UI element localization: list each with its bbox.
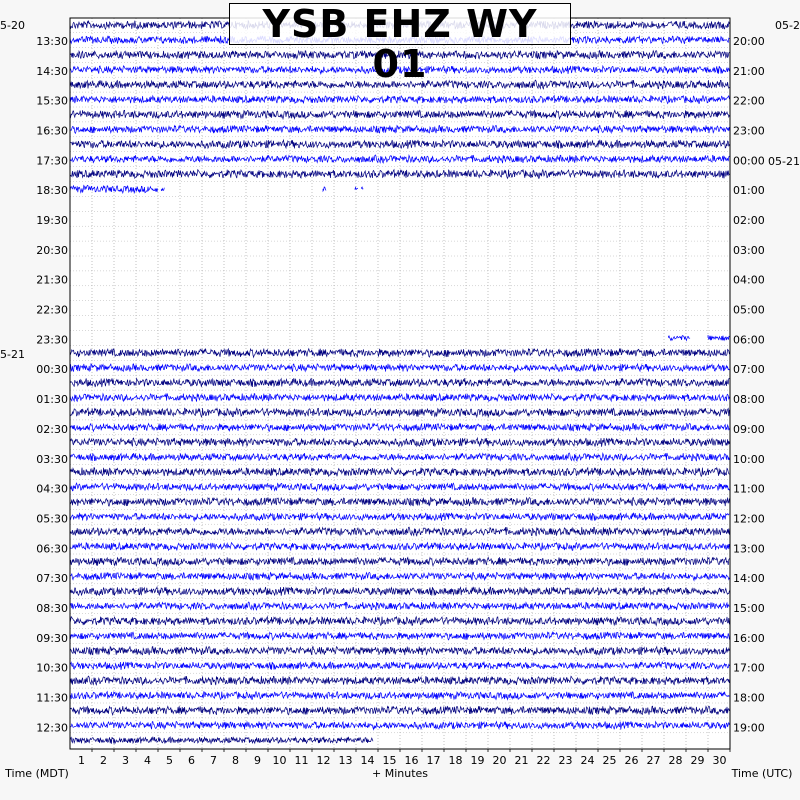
x-tick-label: 21 bbox=[514, 754, 529, 767]
x-tick-label: 24 bbox=[580, 754, 595, 767]
left-tick-label: 23:30 bbox=[36, 333, 68, 347]
x-tick-label: 13 bbox=[338, 754, 353, 767]
right-tick-label: 03:00 bbox=[733, 243, 765, 257]
right-tick-label: 04:00 bbox=[733, 273, 765, 287]
right-tick-label: 08:00 bbox=[733, 393, 765, 407]
right-tick-label: 10:00 bbox=[733, 452, 765, 466]
left-tick-label: 21:30 bbox=[36, 273, 68, 287]
x-tick-label: 2 bbox=[100, 754, 107, 767]
right-axis-label: Time (UTC) bbox=[731, 767, 793, 780]
x-tick-label: 12 bbox=[316, 754, 331, 767]
right-tick-label: 02:00 bbox=[733, 214, 765, 228]
right-tick-label: 23:00 bbox=[733, 124, 765, 138]
left-tick-label: 20:30 bbox=[36, 243, 68, 257]
x-tick-label: 7 bbox=[210, 754, 217, 767]
left-tick-label: 05:30 bbox=[36, 512, 68, 526]
x-tick-label: 28 bbox=[668, 754, 683, 767]
left-tick-label: 00:30 bbox=[36, 363, 68, 377]
left-tick-label: 18:30 bbox=[36, 184, 68, 198]
right-tick-label: 11:00 bbox=[733, 482, 765, 496]
x-tick-label: 19 bbox=[470, 754, 485, 767]
x-tick-label: 26 bbox=[624, 754, 639, 767]
right-tick-label: 07:00 bbox=[733, 363, 765, 377]
right-tick-label: 01:00 bbox=[733, 184, 765, 198]
x-tick-label: 27 bbox=[646, 754, 661, 767]
left-tick-label: 04:30 bbox=[36, 482, 68, 496]
right-tick-label: 12:00 bbox=[733, 512, 765, 526]
left-tick-label: 09:30 bbox=[36, 631, 68, 645]
right-tick-label: 09:00 bbox=[733, 422, 765, 436]
left-tick-label: 06:30 bbox=[36, 542, 68, 556]
x-tick-label: 6 bbox=[188, 754, 195, 767]
left-tick-label: 03:30 bbox=[36, 452, 68, 466]
left-tick-label: 17:30 bbox=[36, 154, 68, 168]
right-tick-label: 13:00 bbox=[733, 542, 765, 556]
left-axis-label: Time (MDT) bbox=[5, 767, 69, 780]
left-tick-label: 16:30 bbox=[36, 124, 68, 138]
right-tick-label: 22:00 bbox=[733, 94, 765, 108]
x-tick-label: 14 bbox=[360, 754, 375, 767]
left-tick-label: 08:30 bbox=[36, 601, 68, 615]
x-tick-label: 15 bbox=[382, 754, 397, 767]
x-tick-label: 18 bbox=[448, 754, 463, 767]
x-tick-label: 5 bbox=[166, 754, 173, 767]
left-tick-label: 13:30 bbox=[36, 35, 68, 48]
left-tick-label: 02:30 bbox=[36, 422, 68, 436]
right-tick-label: 17:00 bbox=[733, 661, 765, 675]
x-tick-label: 22 bbox=[536, 754, 551, 767]
x-tick-label: 29 bbox=[690, 754, 705, 767]
date-label: 5-21 bbox=[0, 348, 25, 361]
left-tick-label: 14:30 bbox=[36, 64, 68, 78]
x-tick-label: 30 bbox=[712, 754, 727, 767]
date-label: 5-20 bbox=[0, 19, 25, 32]
right-tick-label: 06:00 bbox=[733, 333, 765, 347]
x-tick-label: 9 bbox=[254, 754, 261, 767]
left-tick-label: 12:30 bbox=[36, 721, 68, 735]
x-tick-label: 11 bbox=[294, 754, 309, 767]
x-tick-label: 20 bbox=[492, 754, 507, 767]
x-tick-label: 23 bbox=[558, 754, 573, 767]
left-tick-label: 19:30 bbox=[36, 214, 68, 228]
left-tick-label: 07:30 bbox=[36, 572, 68, 586]
x-tick-label: 4 bbox=[144, 754, 151, 767]
date-label: 05-2 bbox=[775, 19, 800, 32]
left-tick-label: 15:30 bbox=[36, 94, 68, 108]
right-tick-label: 19:00 bbox=[733, 721, 765, 735]
x-tick-label: 10 bbox=[272, 754, 287, 767]
right-tick-label: 21:00 bbox=[733, 64, 765, 78]
chart-title: YSB EHZ WY 01 bbox=[262, 2, 538, 86]
title-box bbox=[229, 2, 571, 86]
right-tick-label: 05:00 bbox=[733, 303, 765, 317]
left-tick-label: 10:30 bbox=[36, 661, 68, 675]
x-tick-label: 1 bbox=[78, 754, 85, 767]
x-tick-label: 17 bbox=[426, 754, 441, 767]
right-tick-label: 18:00 bbox=[733, 691, 765, 705]
right-tick-label: 16:00 bbox=[733, 631, 765, 645]
x-axis-label: + Minutes bbox=[371, 767, 429, 780]
x-tick-label: 16 bbox=[404, 754, 419, 767]
x-tick-label: 8 bbox=[232, 754, 239, 767]
right-tick-label: 14:00 bbox=[733, 572, 765, 586]
x-tick-label: 25 bbox=[602, 754, 617, 767]
date-label: 05-21 bbox=[768, 155, 800, 168]
right-tick-label: 00:00 bbox=[733, 154, 765, 168]
left-tick-label: 22:30 bbox=[36, 303, 68, 317]
right-tick-label: 20:00 bbox=[733, 35, 765, 48]
x-tick-label: 3 bbox=[122, 754, 129, 767]
right-tick-label: 15:00 bbox=[733, 601, 765, 615]
left-tick-label: 01:30 bbox=[36, 393, 68, 407]
left-tick-label: 11:30 bbox=[36, 691, 68, 705]
